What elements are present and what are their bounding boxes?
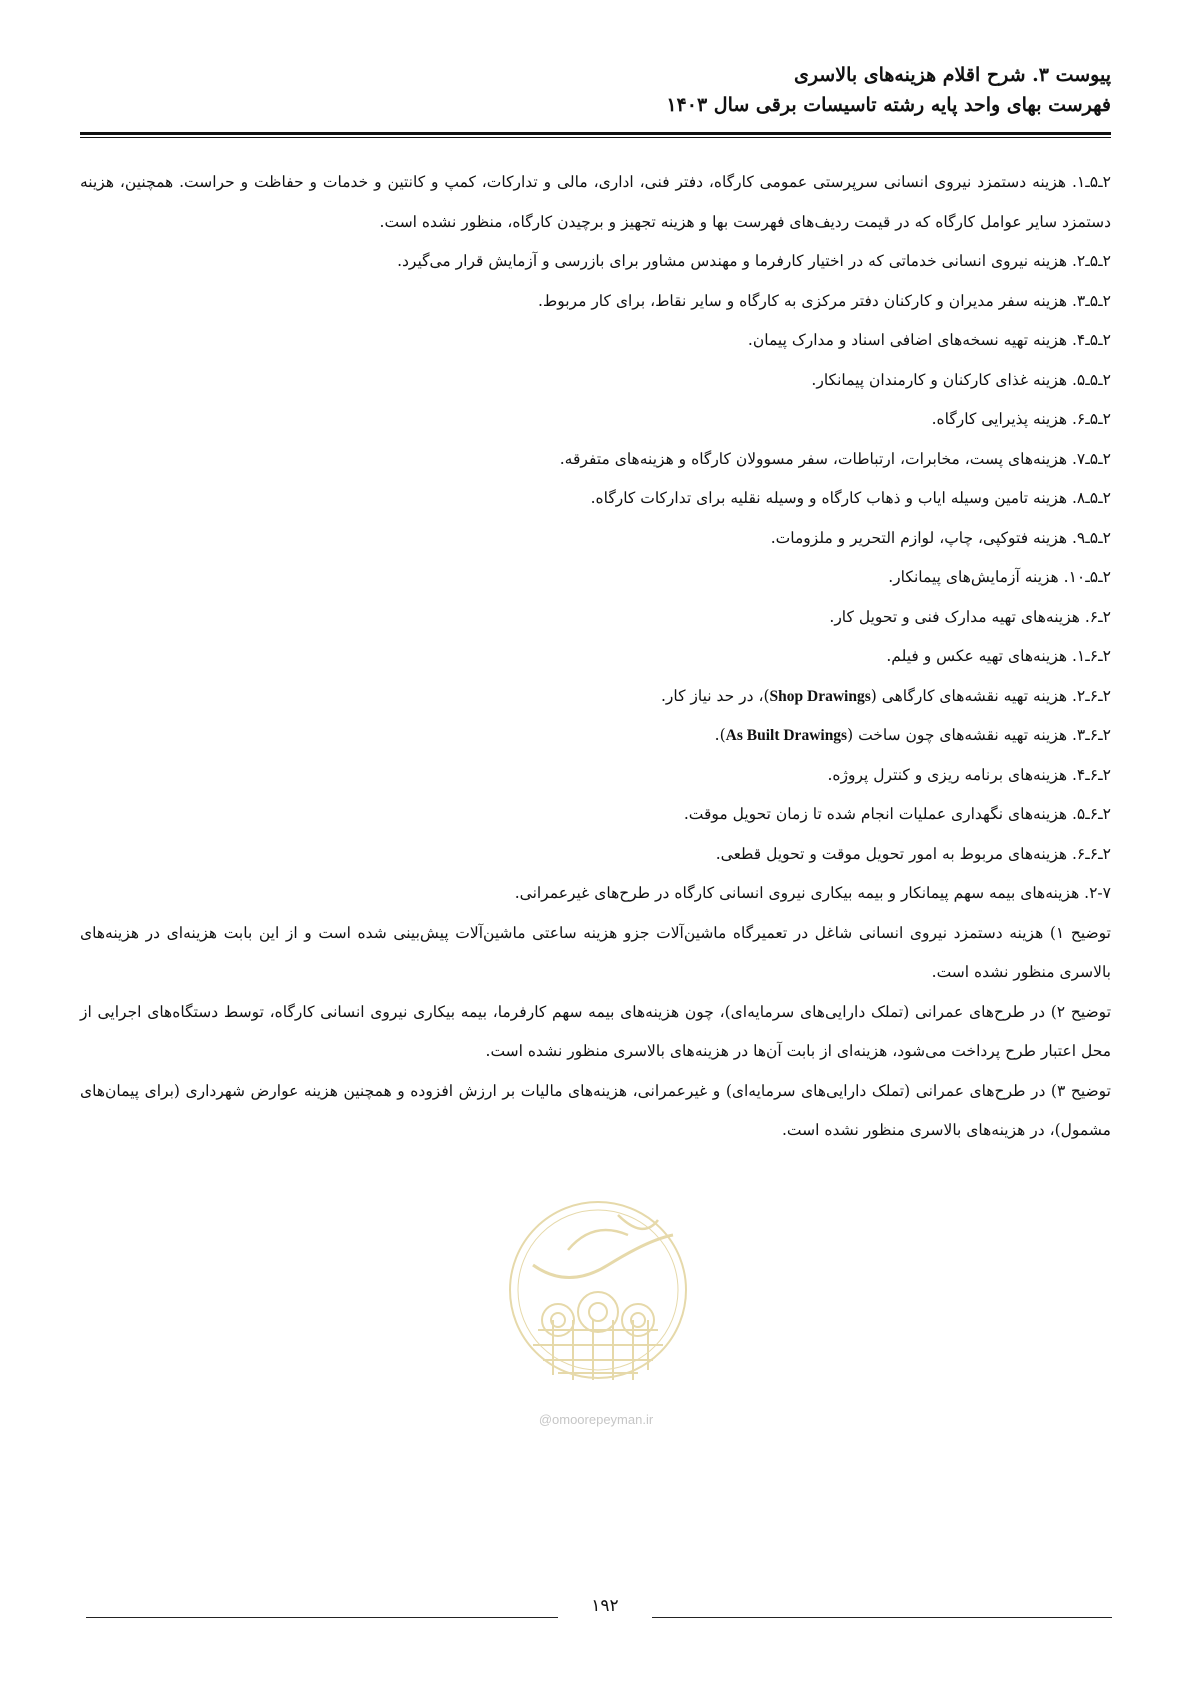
item-2-5-9: ۲ـ۵ـ۹. هزینه فتوکپی، چاپ، لوازم التحریر و ملزومات. (770, 528, 1111, 547)
item-2-5-3: ۲ـ۵ـ۳. هزینه سفر مدیران و کارکنان دفتر مرکزی به کارگاه و سایر نقاط، برای کار مربوط. (537, 291, 1111, 310)
item-2-6-3-tail: ). (714, 726, 726, 744)
item-2-5-10: ۲ـ۵ـ۱۰. هزینه آزمایش‌های پیمانکار. (888, 568, 1111, 586)
item-2-6-4: ۲ـ۶ـ۴. هزینه‌های برنامه ریزی و کنترل پروژه. (827, 765, 1111, 784)
item-2-6-3-text: ۲ـ۶ـ۳. هزینه تهیه نقشه‌های چون ساخت ( (847, 726, 1111, 744)
item-2-6-6: ۲ـ۶ـ۶. هزینه‌های مربوط به امور تحویل موقت و تحویل قطعی. (715, 844, 1111, 863)
header-title-line2: فهرست بهای واحد پایه رشته تاسیسات برقی سال ۱۴۰۳ (666, 94, 1111, 116)
item-2-5-8: ۲ـ۵ـ۸. هزینه تامین وسیله ایاب و ذهاب کارگاه و وسیله نقلیه برای تدارکات کارگاه. (590, 489, 1111, 507)
item-2-6-1: ۲ـ۶ـ۱. هزینه‌های تهیه عکس و فیلم. (886, 647, 1111, 665)
footer-rule-left (86, 1617, 558, 1618)
header-rule-thick (80, 132, 1111, 135)
note-2: توضیح ۲) در طرح‌های عمرانی (تملک دارایی‌های سرمایه‌ای)، چون هزینه‌های بیمه سهم کارفرما، بیمه بیکاری نیروی انسانی کارگاه، توسط دستگاه‌های اجرایی از محل اعتبار طرح پرداخت می‌شود، هزینه‌ای از بابت آن‌ها در هزینه‌های بالاسری منظور نشده است. (80, 1002, 1112, 1060)
page-number: ۱۹۲ (591, 1596, 619, 1616)
item-2-5-4: ۲ـ۵ـ۴. هزینه تهیه نسخه‌های اضافی اسناد و مدارک پیمان. (747, 331, 1111, 349)
footer-rule-right (652, 1617, 1112, 1618)
note-1: توضیح ۱) هزینه دستمزد نیروی انسانی شاغل در تعمیرگاه ماشین‌آلات جزو هزینه ساعتی ماشین‌آلات پیش‌بینی شده است و از این بابت هزینه‌ای در هزینه‌های بالاسری منظور نشده است. (80, 923, 1111, 981)
shop-drawings-term: Shop Drawings (769, 687, 871, 705)
item-2-5-7: ۲ـ۵ـ۷. هزینه‌های پست، مخابرات، ارتباطات، سفر مسوولان کارگاه و هزینه‌های متفرقه. (559, 449, 1111, 468)
page-header (81, 60, 1111, 120)
item-2-6-5: ۲ـ۶ـ۵. هزینه‌های نگهداری عملیات انجام شده تا زمان تحویل موقت. (683, 805, 1111, 823)
item-2-7: ۲-۷. هزینه‌های بیمه سهم پیمانکار و بیمه بیکاری نیروی انسانی کارگاه در طرح‌های غیرعمرانی. (514, 884, 1111, 902)
as-built-drawings-term: As Built Drawings (725, 727, 848, 744)
item-2-6-2 (80, 677, 1111, 717)
watermark-handle: @omoorepeyman.ir (538, 1412, 654, 1427)
item-2-6-2-tail: )، در حد نیاز کار. (660, 686, 770, 705)
item-2-6: ۲ـ۶. هزینه‌های تهیه مدارک فنی و تحویل کار. (829, 607, 1111, 626)
document-body (80, 163, 1111, 1151)
header-title-line1: پیوست ۳. شرح اقلام هزینه‌های بالاسری (793, 64, 1111, 86)
item-2-6-2-text: ۲ـ۶ـ۲. هزینه تهیه نقشه‌های کارگاهی ( (870, 686, 1111, 705)
note-3: توضیح ۳) در طرح‌های عمرانی (تملک دارایی‌های سرمایه‌ای) و غیرعمرانی، هزینه‌های مالیات بر ارزش افزوده و همچنین هزینه عوارض شهرداری (برای پیمان‌های مشمول)، در هزینه‌های بالاسری منظور نشده است. (80, 1081, 1111, 1139)
item-2-5-5: ۲ـ۵ـ۵. هزینه غذای کارکنان و کارمندان پیمانکار. (811, 370, 1111, 389)
item-2-6-3 (80, 716, 1111, 756)
watermark-stamp (498, 1180, 698, 1410)
header-rule-thin (80, 137, 1111, 138)
item-2-5-2: ۲ـ۵ـ۲. هزینه نیروی انسانی خدماتی که در اختیار کارفرما و مهندس مشاور برای بازرسی و آزمایش قرار می‌گیرد. (397, 252, 1111, 270)
item-2-5-6: ۲ـ۵ـ۶. هزینه پذیرایی کارگاه. (931, 410, 1111, 428)
paragraph-2-5-1: ۲ـ۵ـ۱. هزینه دستمزد نیروی انسانی سرپرستی عمومی کارگاه، دفتر فنی، اداری، مالی و تدارکات، کمپ و کانتین و خدمات و حفاظت و حراست. همچنین، هزینه دستمزد سایر عوامل کارگاه که در قیمت ردیف‌های فهرست بها و هزینه تجهیز و برچیدن کارگاه، منظور نشده است. (80, 173, 1111, 231)
